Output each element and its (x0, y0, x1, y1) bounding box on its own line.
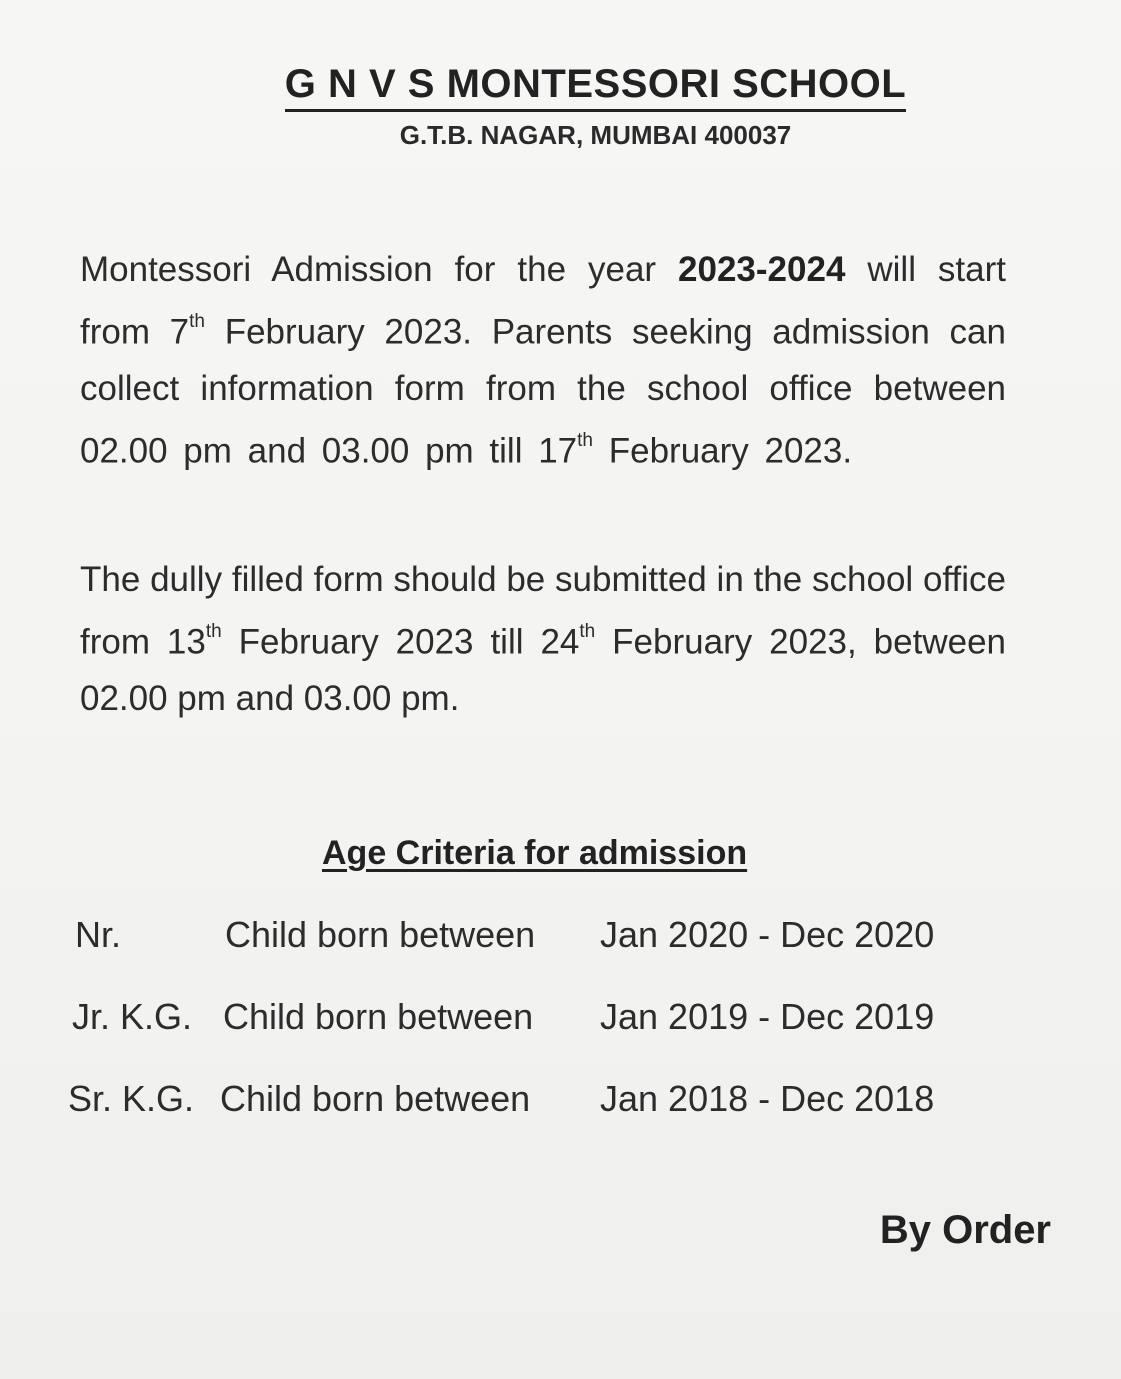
admission-paragraph (80, 242, 1006, 479)
school-address: G.T.B. NAGAR, MUMBAI 400037 (399, 120, 792, 150)
criteria-label: Child born between (223, 996, 534, 1037)
ordinal-suffix: th (205, 621, 222, 642)
age-criteria-row (0, 996, 1121, 1046)
academic-year: 2023-2024 (678, 250, 846, 289)
criteria-label: Child born between (225, 914, 536, 955)
criteria-label: Child born between (220, 1078, 531, 1119)
para1-text-1: Montessori Admission for the year (80, 250, 679, 289)
ordinal-suffix: th (577, 429, 593, 451)
notice-header (0, 62, 1121, 151)
birth-date-range: Jan 2020 - Dec 2020 (600, 914, 935, 955)
ordinal-suffix: th (579, 621, 596, 642)
ordinal-suffix: th (189, 311, 206, 332)
para2-text-2: February 2023 till 24 (221, 622, 580, 662)
grade-label: Sr. K.G. (68, 1078, 195, 1119)
age-criteria-title: Age Criteria for admission (322, 834, 748, 872)
grade-label: Jr. K.G. (72, 996, 193, 1037)
para2-text-1: The dully filled form should be submitted in the school office from 13 (80, 560, 1006, 662)
age-criteria-row (0, 914, 1121, 964)
age-criteria-row (0, 1078, 1121, 1128)
para1-text-4: February 2023. (593, 431, 853, 471)
birth-date-range: Jan 2018 - Dec 2018 (600, 1078, 935, 1119)
para1-text-2: will start from 7 (80, 250, 1006, 352)
grade-label: Nr. (75, 914, 122, 955)
para2-text-3: February 2023, between 02.00 pm and 03.00 pm. (80, 622, 1007, 718)
by-order-signoff: By Order (879, 1208, 1051, 1252)
birth-date-range: Jan 2019 - Dec 2019 (600, 996, 935, 1037)
submission-paragraph (80, 552, 1006, 727)
para1-text-3: February 2023. Parents seeking admission can collect information form from the school office between 02.00 pm and 03.00 pm till 17 (80, 312, 1006, 471)
school-name: G N V S MONTESSORI SCHOOL (285, 62, 906, 112)
